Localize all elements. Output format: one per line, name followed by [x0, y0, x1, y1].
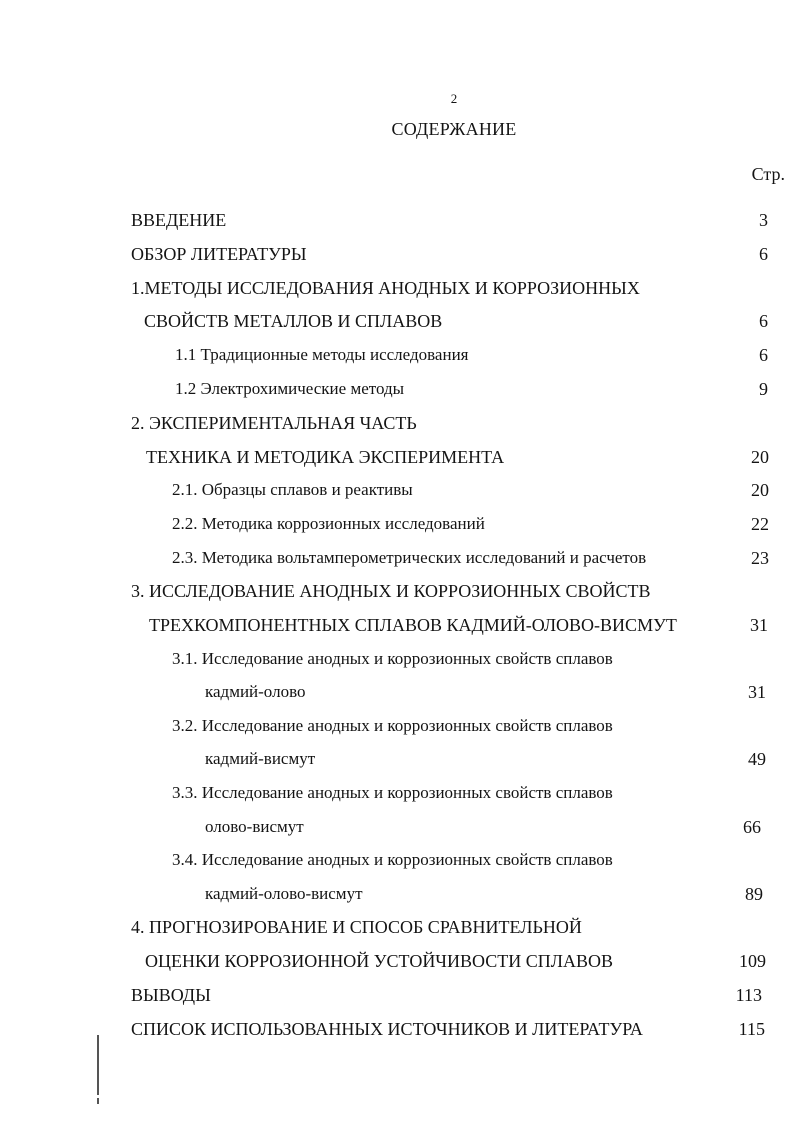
toc-entry-ch4-line1: 4. ПРОГНОЗИРОВАНИЕ И СПОСОБ СРАВНИТЕЛЬНОЙ	[131, 917, 582, 937]
toc-page-conclusions: 113	[735, 985, 762, 1005]
toc-page-s1-1: 6	[759, 345, 768, 365]
toc-entry-s3-2-line2: кадмий-висмут	[205, 749, 316, 768]
toc-page-s3-2: 49	[748, 749, 766, 769]
toc-page-s2-2: 22	[751, 514, 769, 534]
toc-entry-s3-4-line1: 3.4. Исследование анодных и коррозионных свойств сплавов	[172, 850, 613, 869]
toc-page-ch2: 20	[751, 447, 769, 467]
toc-entry-s3-4-line2: кадмий-олово-висмут	[205, 884, 363, 903]
toc-entry-s3-1-line1: 3.1. Исследование анодных и коррозионных свойств сплавов	[172, 649, 613, 668]
toc-page-ch4: 109	[739, 951, 766, 971]
scan-mark-bar	[97, 1035, 99, 1095]
toc-page-intro: 3	[759, 210, 768, 230]
toc-entry-ch1-line2: СВОЙСТВ МЕТАЛЛОВ И СПЛАВОВ	[144, 311, 443, 331]
toc-page-s2-3: 23	[751, 548, 769, 568]
toc-entry-s3-1-line2: кадмий-олово	[205, 682, 306, 701]
toc-entry-s3-2-line1: 3.2. Исследование анодных и коррозионных свойств сплавов	[172, 716, 613, 735]
scan-mark-tick	[97, 1098, 99, 1104]
page-column-label: Стр.	[751, 164, 785, 184]
toc-page-references: 115	[738, 1019, 765, 1039]
toc-entry-s3-3-line1: 3.3. Исследование анодных и коррозионных свойств сплавов	[172, 783, 613, 802]
toc-page-s3-4: 89	[745, 884, 763, 904]
toc-entry-ch1-line1: 1.МЕТОДЫ ИССЛЕДОВАНИЯ АНОДНЫХ И КОРРОЗИОННЫХ	[131, 278, 640, 298]
toc-entry-ch2-line1: 2. ЭКСПЕРИМЕНТАЛЬНАЯ ЧАСТЬ	[131, 413, 417, 433]
toc-page-ch3: 31	[750, 615, 768, 635]
toc-entry-references: СПИСОК ИСПОЛЬЗОВАННЫХ ИСТОЧНИКОВ И ЛИТЕРАТУРА	[131, 1019, 643, 1039]
toc-entry-ch4-line2: ОЦЕНКИ КОРРОЗИОННОЙ УСТОЙЧИВОСТИ СПЛАВОВ	[145, 951, 613, 971]
toc-entry-intro: ВВЕДЕНИЕ	[131, 210, 227, 230]
toc-entry-s1-1: 1.1 Традиционные методы исследования	[175, 345, 469, 364]
toc-page-s1-2: 9	[759, 379, 768, 399]
toc-entry-s2-3: 2.3. Методика вольтамперометрических исследований и расчетов	[172, 548, 647, 567]
toc-page-s3-1: 31	[748, 682, 766, 702]
toc-entry-conclusions: ВЫВОДЫ	[131, 985, 211, 1005]
toc-entry-s1-2: 1.2 Электрохимические методы	[175, 379, 405, 398]
toc-page-lit-review: 6	[759, 244, 768, 264]
toc-entry-lit-review: ОБЗОР ЛИТЕРАТУРЫ	[131, 244, 307, 264]
toc-entry-s2-2: 2.2. Методика коррозионных исследований	[172, 514, 485, 533]
toc-page-ch1: 6	[759, 311, 768, 331]
toc-entry-ch2-line2: ТЕХНИКА И МЕТОДИКА ЭКСПЕРИМЕНТА	[146, 447, 505, 467]
toc-entry-s2-1: 2.1. Образцы сплавов и реактивы	[172, 480, 413, 499]
toc-entry-ch3-line1: 3. ИССЛЕДОВАНИЕ АНОДНЫХ И КОРРОЗИОННЫХ СВОЙСТВ	[131, 581, 651, 601]
toc-page-s3-3: 66	[743, 817, 761, 837]
toc-page-s2-1: 20	[751, 480, 769, 500]
page-title: СОДЕРЖАНИЕ	[391, 119, 517, 139]
page-number: 2	[450, 91, 458, 106]
toc-entry-ch3-line2: ТРЕХКОМПОНЕНТНЫХ СПЛАВОВ КАДМИЙ-ОЛОВО-ВИСМУТ	[149, 615, 677, 635]
toc-entry-s3-3-line2: олово-висмут	[205, 817, 304, 836]
